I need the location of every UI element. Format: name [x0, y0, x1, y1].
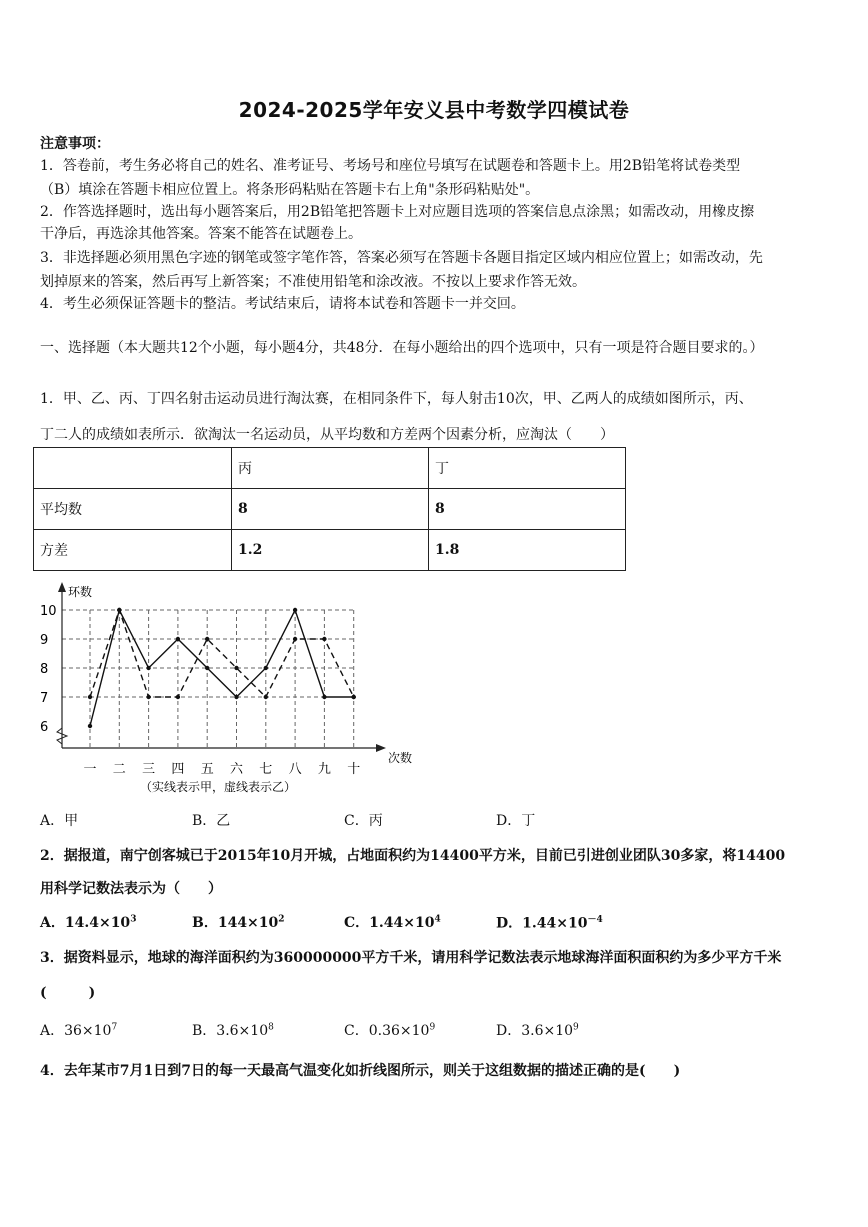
- note-2-line-1: 2．作答选择题时，选出每小题答案后，用2B铅笔把答题卡上对应题目选项的答案信息点涂黑；如需改动，用橡皮擦: [40, 204, 755, 220]
- option-a[interactable]: A．甲: [40, 813, 79, 829]
- note-1-line-1: 1．答卷前，考生务必将自己的姓名、准考证号、考场号和座位号填写在试题卷和答题卡上。用2B铅笔将试卷类型: [40, 158, 741, 174]
- score-line-chart: [30, 578, 420, 800]
- table-header-row: [34, 448, 626, 489]
- option-exponent: 8: [268, 1022, 274, 1033]
- table-cell: 8: [429, 489, 626, 530]
- question-2-line-1: 2．据报道，南宁创客城已于2015年10月开城，占地面积约为14400平方米，目前已引进创业团队30多家，将14400: [40, 848, 786, 864]
- table-row: [34, 530, 626, 571]
- x-tick-label: 九: [317, 762, 331, 777]
- data-point: [146, 666, 150, 670]
- option-a[interactable]: [40, 1020, 117, 1040]
- option-c[interactable]: [344, 912, 441, 932]
- option-b[interactable]: [192, 1020, 274, 1040]
- option-text: B．3.6×10: [192, 1023, 269, 1039]
- option-exponent: 4: [434, 914, 441, 925]
- y-tick-label: 6: [40, 720, 49, 735]
- option-text: A．14.4×10: [40, 915, 131, 931]
- notes-heading: 注意事项：: [40, 136, 110, 152]
- x-tick-label: 十: [347, 762, 361, 777]
- data-point: [146, 695, 150, 699]
- option-text: D．1.44×10: [496, 915, 588, 932]
- x-tick-label: 六: [229, 762, 244, 777]
- data-point: [234, 695, 238, 699]
- option-exponent: 9: [429, 1022, 436, 1033]
- option-exponent: －4: [587, 915, 603, 925]
- page-title: 2024-2025学年安义县中考数学四模试卷: [238, 98, 630, 122]
- table-cell: 方差: [34, 530, 232, 571]
- x-tick-label: 一: [83, 762, 97, 777]
- option-d[interactable]: [496, 912, 603, 933]
- data-point: [205, 637, 209, 641]
- option-text: D．3.6×10: [496, 1023, 574, 1039]
- note-2-line-2: 干净后，再选涂其他答案。答案不能答在试题卷上。: [40, 226, 362, 242]
- table-cell: 丁: [429, 448, 626, 489]
- note-3-line-1: 3．非选择题必须用黑色字迹的钢笔或签字笔作答，答案必须写在答题卡各题目指定区域内相应位置上；如需改动，先: [40, 250, 763, 266]
- table-cell: 平均数: [34, 489, 232, 530]
- option-c[interactable]: C．丙: [344, 813, 383, 829]
- data-point: [352, 695, 356, 699]
- question-4-line-1: 4．去年某市7月1日到7日的每一天最高气温变化如折线图所示，则关于这组数据的描述正确的是( ): [40, 1063, 681, 1079]
- x-axis-label: 次数: [388, 751, 413, 765]
- question-1-line-2: 丁二人的成绩如表所示．欲淘汰一名运动员，从平均数和方差两个因素分析，应淘汰（ ）: [40, 427, 614, 443]
- series-line-甲: [90, 610, 354, 726]
- table-row: [34, 489, 626, 530]
- x-tick-label: 二: [112, 762, 126, 777]
- chart-caption: （实线表示甲，虚线表示乙）: [140, 780, 297, 794]
- table-cell: 1.2: [232, 530, 429, 571]
- option-a[interactable]: [40, 912, 136, 932]
- data-point: [264, 695, 268, 699]
- data-point: [88, 695, 92, 699]
- table-cell: 丙: [232, 448, 429, 489]
- y-tick-label: 10: [40, 604, 57, 619]
- option-exponent: 2: [278, 914, 285, 925]
- data-point: [293, 608, 297, 612]
- data-point: [264, 666, 268, 670]
- y-tick-label: 9: [40, 633, 49, 648]
- note-3-line-2: 划掉原来的答案，然后再写上新答案；不准使用铅笔和涂改液。不按以上要求作答无效。: [40, 274, 586, 290]
- table-cell: 1.8: [429, 530, 626, 571]
- x-tick-label: 八: [288, 762, 302, 777]
- data-point: [176, 637, 180, 641]
- data-point: [322, 637, 326, 641]
- y-tick-label: 7: [40, 691, 49, 706]
- data-point: [117, 608, 121, 612]
- option-text: C．1.44×10: [344, 915, 435, 931]
- x-tick-label: 三: [142, 762, 156, 777]
- option-c[interactable]: [344, 1020, 435, 1040]
- y-axis-arrow-icon: [58, 582, 66, 592]
- data-point: [234, 666, 238, 670]
- note-4: 4．考生必须保证答题卡的整洁。考试结束后，请将本试卷和答题卡一并交回。: [40, 296, 525, 312]
- data-point: [176, 695, 180, 699]
- question-2-line-2: 用科学记数法表示为（ ）: [40, 881, 222, 897]
- option-text: B．144×10: [192, 915, 279, 931]
- section-heading: 一、选择题（本大题共12个小题，每小题4分，共48分．在每小题给出的四个选项中，只有一项是符合题目要求的。）: [40, 340, 764, 356]
- data-point: [293, 637, 297, 641]
- question-3-line-1: 3．据资料显示，地球的海洋面积约为360000000平方千米，请用科学记数法表示地球海洋面积面积约为多少平方千米: [40, 950, 782, 966]
- x-tick-label: 五: [200, 762, 214, 777]
- note-1-line-2: （B）填涂在答题卡相应位置上。将条形码粘贴在答题卡右上角"条形码粘贴处"。: [40, 182, 540, 198]
- x-axis-arrow-icon: [376, 744, 386, 752]
- option-text: A．36×10: [40, 1023, 112, 1039]
- series-line-乙: [90, 610, 354, 697]
- option-exponent: 3: [130, 914, 137, 925]
- x-tick-label: 七: [259, 762, 273, 777]
- table-cell: 8: [232, 489, 429, 530]
- option-b[interactable]: B．乙: [192, 813, 231, 829]
- data-point: [205, 666, 209, 670]
- score-table: [33, 447, 626, 571]
- question-1-line-1: 1．甲、乙、丙、丁四名射击运动员进行淘汰赛，在相同条件下，每人射击10次，甲、乙两人的成绩如图所示，丙、: [40, 391, 753, 407]
- x-tick-label: 四: [171, 762, 185, 777]
- y-tick-label: 8: [40, 662, 49, 677]
- table-cell: [34, 448, 232, 489]
- option-d[interactable]: D．丁: [496, 813, 536, 829]
- y-axis-label: 环数: [68, 585, 93, 599]
- option-exponent: 9: [573, 1022, 579, 1033]
- data-point: [322, 695, 326, 699]
- option-exponent: 7: [111, 1022, 118, 1033]
- option-b[interactable]: [192, 912, 285, 932]
- option-text: C．0.36×10: [344, 1023, 430, 1039]
- data-point: [88, 724, 92, 728]
- question-3-line-2: ( ): [40, 985, 96, 1001]
- option-d[interactable]: [496, 1020, 579, 1040]
